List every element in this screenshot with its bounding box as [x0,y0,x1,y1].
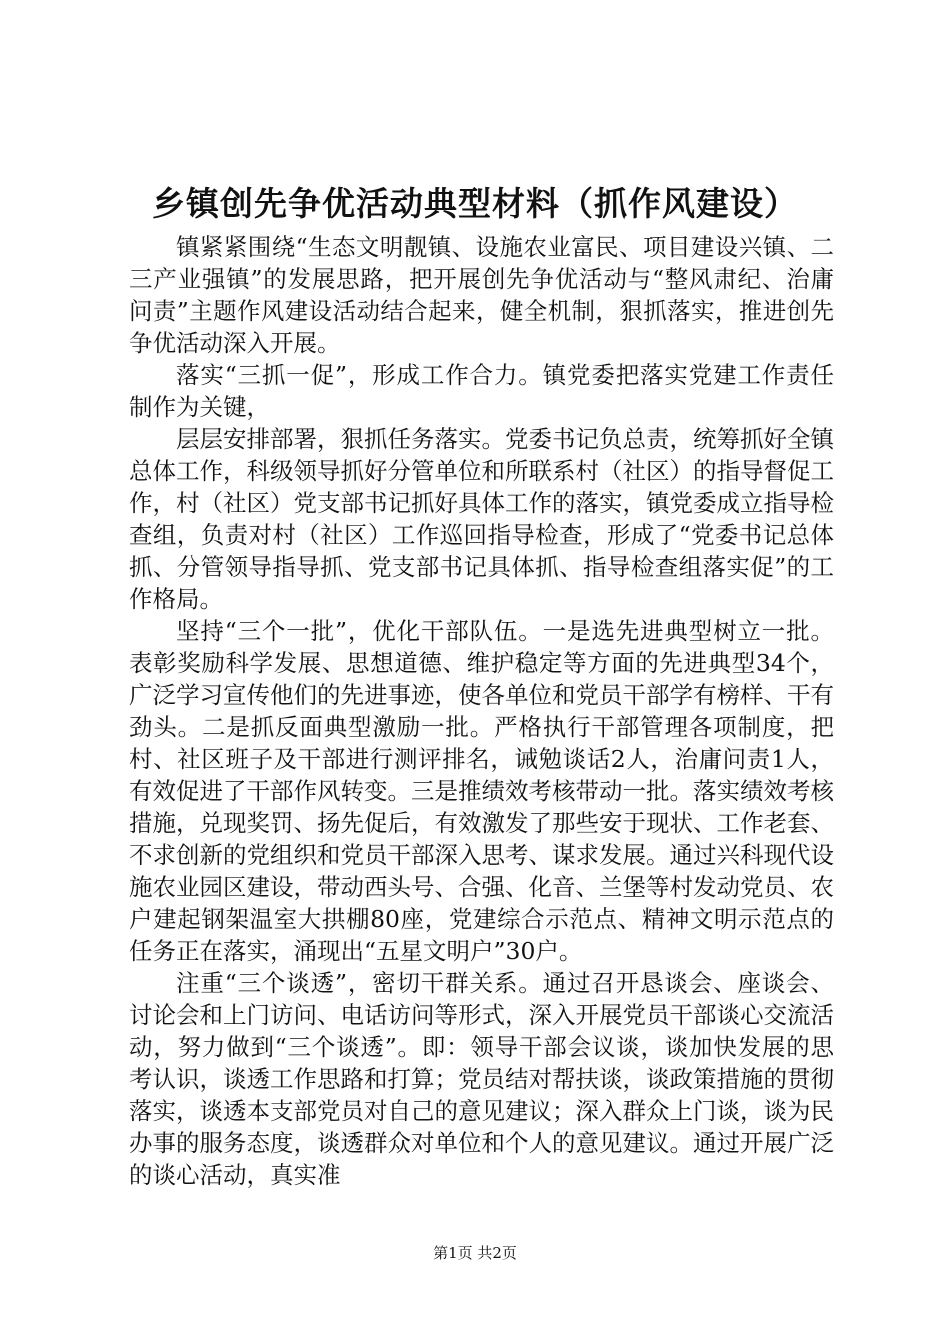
paragraph: 层层安排部署，狠抓任务落实。党委书记负总责，统筹抓好全镇总体工作，科级领导抓好分管单位和所联系村（社区）的指导督促工作，村（社区）党支部书记抓好具体工作的落实，镇党委成立指导检查组，负责对村（社区）工作巡回指导检查，形成了“党委书记总体抓、分管领导指导抓、党支部书记具体抓、指导检查组落实促”的工作格局。 [129,425,834,613]
document-title: 乡镇创先争优活动典型材料（抓作风建设） [152,184,798,223]
paragraph: 坚持“三个一批”，优化干部队伍。一是选先进典型树立一批。表彰奖励科学发展、思想道德、维护稳定等方面的先进典型34个，广泛学习宣传他们的先进事迹，使各单位和党员干部学有榜样、干有劲头。二是抓反面典型激励一批。严格执行干部管理各项制度，把村、社区班子及干部进行测评排名，诫勉谈话2人，治庸问责1人，有效促进了干部作风转变。三是推绩效考核带动一批。落实绩效考核措施，兑现奖罚、扬先促后，有效激发了那些安于现状、工作老套、不求创新的党组织和党员干部深入思考、谋求发展。通过兴科现代设施农业园区建设，带动西头号、合强、化音、兰堡等村发动党员、农户建起钢架温室大拱棚80座，党建综合示范点、精神文明示范点的任务正在落实，涌现出“五星文明户”30户。 [129,617,834,965]
paragraph: 注重“三个谈透”，密切干群关系。通过召开恳谈会、座谈会、讨论会和上门访问、电话访问等形式，深入开展党员干部谈心交流活动，努力做到“三个谈透”。即：领导干部会议谈，谈加快发展的思考认识，谈透工作思路和打算；党员结对帮扶谈，谈政策措施的贯彻落实，谈透本支部党员对自己的意见建议；深入群众上门谈，谈为民办事的服务态度，谈透群众对单位和个人的意见建议。通过开展广泛的谈心活动，真实准 [129,969,834,1189]
paragraph: 落实“三抓一促”，形成工作合力。镇党委把落实党建工作责任制作为关键， [129,361,834,421]
paragraph: 镇紧紧围绕“生态文明靓镇、设施农业富民、项目建设兴镇、二三产业强镇”的发展思路，把开展创先争优活动与“整风肃纪、治庸问责”主题作风建设活动结合起来，健全机制，狠抓落实，推进创先争优活动深入开展。 [129,233,834,357]
document-body [129,231,834,1191]
page-footer: 第1页 共2页 [433,1244,517,1262]
